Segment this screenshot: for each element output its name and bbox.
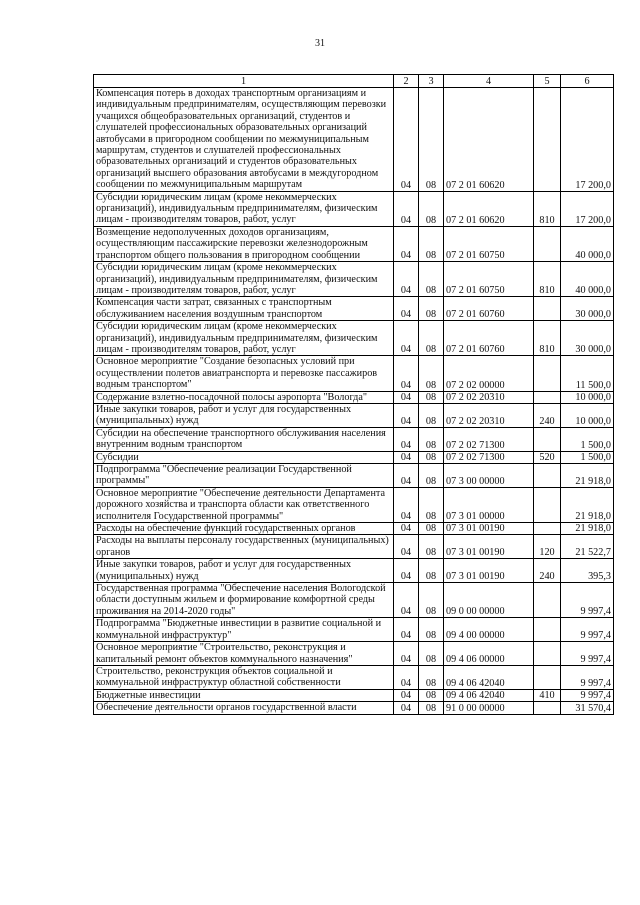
column-header: 6 <box>561 75 614 88</box>
expense-type-cell <box>534 297 561 321</box>
row-name-cell: Субсидии юридическим лицам (кроме некоммерческих организаций), индивидуальным предпринимателям, физическим лицам - производителям товаров, работ, услуг <box>94 321 394 356</box>
row-name-cell: Субсидии юридическим лицам (кроме некоммерческих организаций), индивидуальным предпринимателям, физическим лицам - производителям товаров, работ, услуг <box>94 191 394 226</box>
amount-cell: 21 918,0 <box>561 487 614 522</box>
expense-type-cell <box>534 226 561 261</box>
row-name-cell: Государственная программа "Обеспечение населения Вологодской области доступным жильем и формирование комфортной среды проживания на 2014-2020 годы" <box>94 583 394 618</box>
amount-cell: 10 000,0 <box>561 403 614 427</box>
subsection-code-cell: 08 <box>419 391 444 403</box>
section-code-cell: 04 <box>394 665 419 689</box>
subsection-code-cell: 08 <box>419 226 444 261</box>
section-code-cell: 04 <box>394 523 419 535</box>
amount-cell: 11 500,0 <box>561 356 614 391</box>
section-code-cell: 04 <box>394 451 419 463</box>
subsection-code-cell: 08 <box>419 88 444 192</box>
table-row <box>94 642 614 666</box>
row-name-cell: Субсидии <box>94 451 394 463</box>
section-code-cell: 04 <box>394 464 419 488</box>
target-article-cell: 09 4 06 42040 <box>444 689 534 701</box>
amount-cell: 31 570,4 <box>561 702 614 714</box>
row-name-cell: Компенсация части затрат, связанных с транспортным обслуживанием населения воздушным транспортом <box>94 297 394 321</box>
expense-type-cell: 120 <box>534 535 561 559</box>
table-body <box>94 88 614 715</box>
section-code-cell: 04 <box>394 391 419 403</box>
amount-cell: 40 000,0 <box>561 262 614 297</box>
column-header: 4 <box>444 75 534 88</box>
row-name-cell: Основное мероприятие "Создание безопасных условий при осуществлении полетов авиатранспорта и перевозке пассажиров водным транспортом" <box>94 356 394 391</box>
row-name-cell: Субсидии юридическим лицам (кроме некоммерческих организаций), индивидуальным предпринимателям, физическим лицам - производителям товаров, работ, услуг <box>94 262 394 297</box>
target-article-cell: 07 2 02 71300 <box>444 451 534 463</box>
row-name-cell: Основное мероприятие "Строительство, реконструкция и капитальный ремонт объектов коммунального назначения" <box>94 642 394 666</box>
section-code-cell: 04 <box>394 356 419 391</box>
row-name-cell: Иные закупки товаров, работ и услуг для государственных (муниципальных) нужд <box>94 403 394 427</box>
row-name-cell: Компенсация потерь в доходах транспортным организациям и индивидуальным предпринимателям, осуществляющим перевозки учащихся общеобразовательных организаций, студентов и слушателей профессиональных образовательных организаций автобусами в пригородном сообщении по межмуниципальным маршрутам, студентов и слушателей профессиональных образовательных организаций и студентов образовательных организаций высшего образования автобусами в междугородном сообщении по межмуниципальным маршрутам <box>94 88 394 192</box>
row-name-cell: Расходы на выплаты персоналу государственных (муниципальных) органов <box>94 535 394 559</box>
table-row <box>94 88 614 192</box>
table-row <box>94 689 614 701</box>
table-row <box>94 262 614 297</box>
expense-type-cell: 810 <box>534 262 561 297</box>
amount-cell: 40 000,0 <box>561 226 614 261</box>
amount-cell: 30 000,0 <box>561 297 614 321</box>
budget-table <box>93 74 614 715</box>
row-name-cell: Бюджетные инвестиции <box>94 689 394 701</box>
table-header-row <box>94 75 614 88</box>
amount-cell: 30 000,0 <box>561 321 614 356</box>
row-name-cell: Возмещение недополученных доходов организациям, осуществляющим пассажирские перевозки железнодорожным транспортом общего пользования в пригородном сообщении <box>94 226 394 261</box>
target-article-cell: 09 4 06 42040 <box>444 665 534 689</box>
expense-type-cell <box>534 487 561 522</box>
row-name-cell: Подпрограмма "Бюджетные инвестиции в развитие социальной и коммунальной инфраструктур" <box>94 618 394 642</box>
target-article-cell: 07 2 01 60760 <box>444 297 534 321</box>
amount-cell: 1 500,0 <box>561 427 614 451</box>
expense-type-cell <box>534 464 561 488</box>
row-name-cell: Содержание взлетно-посадочной полосы аэропорта "Вологда" <box>94 391 394 403</box>
expense-type-cell <box>534 427 561 451</box>
table-row <box>94 451 614 463</box>
amount-cell: 21 918,0 <box>561 464 614 488</box>
subsection-code-cell: 08 <box>419 451 444 463</box>
target-article-cell: 07 2 01 60620 <box>444 191 534 226</box>
expense-type-cell: 410 <box>534 689 561 701</box>
table-row <box>94 523 614 535</box>
target-article-cell: 07 2 02 00000 <box>444 356 534 391</box>
target-article-cell: 09 0 00 00000 <box>444 583 534 618</box>
table-row <box>94 321 614 356</box>
amount-cell: 1 500,0 <box>561 451 614 463</box>
table-row <box>94 487 614 522</box>
row-name-cell: Подпрограмма "Обеспечение реализации Государственной программы" <box>94 464 394 488</box>
amount-cell: 9 997,4 <box>561 618 614 642</box>
subsection-code-cell: 08 <box>419 535 444 559</box>
expense-type-cell <box>534 618 561 642</box>
amount-cell: 21 918,0 <box>561 523 614 535</box>
amount-cell: 10 000,0 <box>561 391 614 403</box>
amount-cell: 9 997,4 <box>561 689 614 701</box>
target-article-cell: 07 3 01 00190 <box>444 523 534 535</box>
amount-cell: 9 997,4 <box>561 642 614 666</box>
section-code-cell: 04 <box>394 642 419 666</box>
expense-type-cell: 810 <box>534 321 561 356</box>
expense-type-cell: 240 <box>534 403 561 427</box>
row-name-cell: Субсидии на обеспечение транспортного обслуживания населения внутренним водным транспортом <box>94 427 394 451</box>
column-header: 2 <box>394 75 419 88</box>
target-article-cell: 07 2 02 20310 <box>444 391 534 403</box>
section-code-cell: 04 <box>394 88 419 192</box>
column-header: 1 <box>94 75 394 88</box>
expense-type-cell <box>534 88 561 192</box>
section-code-cell: 04 <box>394 262 419 297</box>
amount-cell: 395,3 <box>561 559 614 583</box>
subsection-code-cell: 08 <box>419 689 444 701</box>
subsection-code-cell: 08 <box>419 403 444 427</box>
column-header: 5 <box>534 75 561 88</box>
target-article-cell: 07 3 01 00190 <box>444 535 534 559</box>
section-code-cell: 04 <box>394 535 419 559</box>
amount-cell: 21 522,7 <box>561 535 614 559</box>
subsection-code-cell: 08 <box>419 356 444 391</box>
row-name-cell: Расходы на обеспечение функций государственных органов <box>94 523 394 535</box>
table-row <box>94 665 614 689</box>
section-code-cell: 04 <box>394 583 419 618</box>
table-row <box>94 559 614 583</box>
subsection-code-cell: 08 <box>419 702 444 714</box>
subsection-code-cell: 08 <box>419 464 444 488</box>
table-row <box>94 297 614 321</box>
column-header: 3 <box>419 75 444 88</box>
table-row <box>94 356 614 391</box>
row-name-cell: Обеспечение деятельности органов государственной власти <box>94 702 394 714</box>
row-name-cell: Строительство, реконструкция объектов социальной и коммунальной инфраструктур областной собственности <box>94 665 394 689</box>
subsection-code-cell: 08 <box>419 523 444 535</box>
table-row <box>94 464 614 488</box>
table-row <box>94 403 614 427</box>
subsection-code-cell: 08 <box>419 487 444 522</box>
expense-type-cell <box>534 391 561 403</box>
table-row <box>94 391 614 403</box>
expense-type-cell <box>534 702 561 714</box>
target-article-cell: 07 2 01 60750 <box>444 226 534 261</box>
expense-type-cell: 240 <box>534 559 561 583</box>
amount-cell: 9 997,4 <box>561 665 614 689</box>
subsection-code-cell: 08 <box>419 427 444 451</box>
target-article-cell: 91 0 00 00000 <box>444 702 534 714</box>
section-code-cell: 04 <box>394 297 419 321</box>
table-row <box>94 618 614 642</box>
expense-type-cell <box>534 356 561 391</box>
table-row <box>94 427 614 451</box>
target-article-cell: 07 2 01 60760 <box>444 321 534 356</box>
target-article-cell: 07 2 01 60620 <box>444 88 534 192</box>
section-code-cell: 04 <box>394 559 419 583</box>
table-row <box>94 226 614 261</box>
expense-type-cell: 520 <box>534 451 561 463</box>
section-code-cell: 04 <box>394 403 419 427</box>
target-article-cell: 07 3 00 00000 <box>444 464 534 488</box>
target-article-cell: 09 4 06 00000 <box>444 642 534 666</box>
subsection-code-cell: 08 <box>419 642 444 666</box>
target-article-cell: 09 4 00 00000 <box>444 618 534 642</box>
target-article-cell: 07 3 01 00000 <box>444 487 534 522</box>
section-code-cell: 04 <box>394 226 419 261</box>
subsection-code-cell: 08 <box>419 665 444 689</box>
section-code-cell: 04 <box>394 427 419 451</box>
target-article-cell: 07 2 01 60750 <box>444 262 534 297</box>
subsection-code-cell: 08 <box>419 191 444 226</box>
table-row <box>94 191 614 226</box>
row-name-cell: Иные закупки товаров, работ и услуг для государственных (муниципальных) нужд <box>94 559 394 583</box>
expense-type-cell <box>534 583 561 618</box>
subsection-code-cell: 08 <box>419 297 444 321</box>
subsection-code-cell: 08 <box>419 618 444 642</box>
amount-cell: 17 200,0 <box>561 88 614 192</box>
target-article-cell: 07 2 02 20310 <box>444 403 534 427</box>
section-code-cell: 04 <box>394 702 419 714</box>
table-row <box>94 583 614 618</box>
target-article-cell: 07 3 01 00190 <box>444 559 534 583</box>
row-name-cell: Основное мероприятие "Обеспечение деятельности Департамента дорожного хозяйства и транспорта области как ответственного исполнителя Государственной программы" <box>94 487 394 522</box>
expense-type-cell <box>534 665 561 689</box>
section-code-cell: 04 <box>394 321 419 356</box>
expense-type-cell <box>534 523 561 535</box>
expense-type-cell <box>534 642 561 666</box>
subsection-code-cell: 08 <box>419 321 444 356</box>
target-article-cell: 07 2 02 71300 <box>444 427 534 451</box>
subsection-code-cell: 08 <box>419 262 444 297</box>
page-number: 31 <box>315 38 325 49</box>
section-code-cell: 04 <box>394 618 419 642</box>
table-row <box>94 535 614 559</box>
expense-type-cell: 810 <box>534 191 561 226</box>
amount-cell: 17 200,0 <box>561 191 614 226</box>
subsection-code-cell: 08 <box>419 559 444 583</box>
table-row <box>94 702 614 714</box>
section-code-cell: 04 <box>394 487 419 522</box>
amount-cell: 9 997,4 <box>561 583 614 618</box>
section-code-cell: 04 <box>394 191 419 226</box>
subsection-code-cell: 08 <box>419 583 444 618</box>
section-code-cell: 04 <box>394 689 419 701</box>
